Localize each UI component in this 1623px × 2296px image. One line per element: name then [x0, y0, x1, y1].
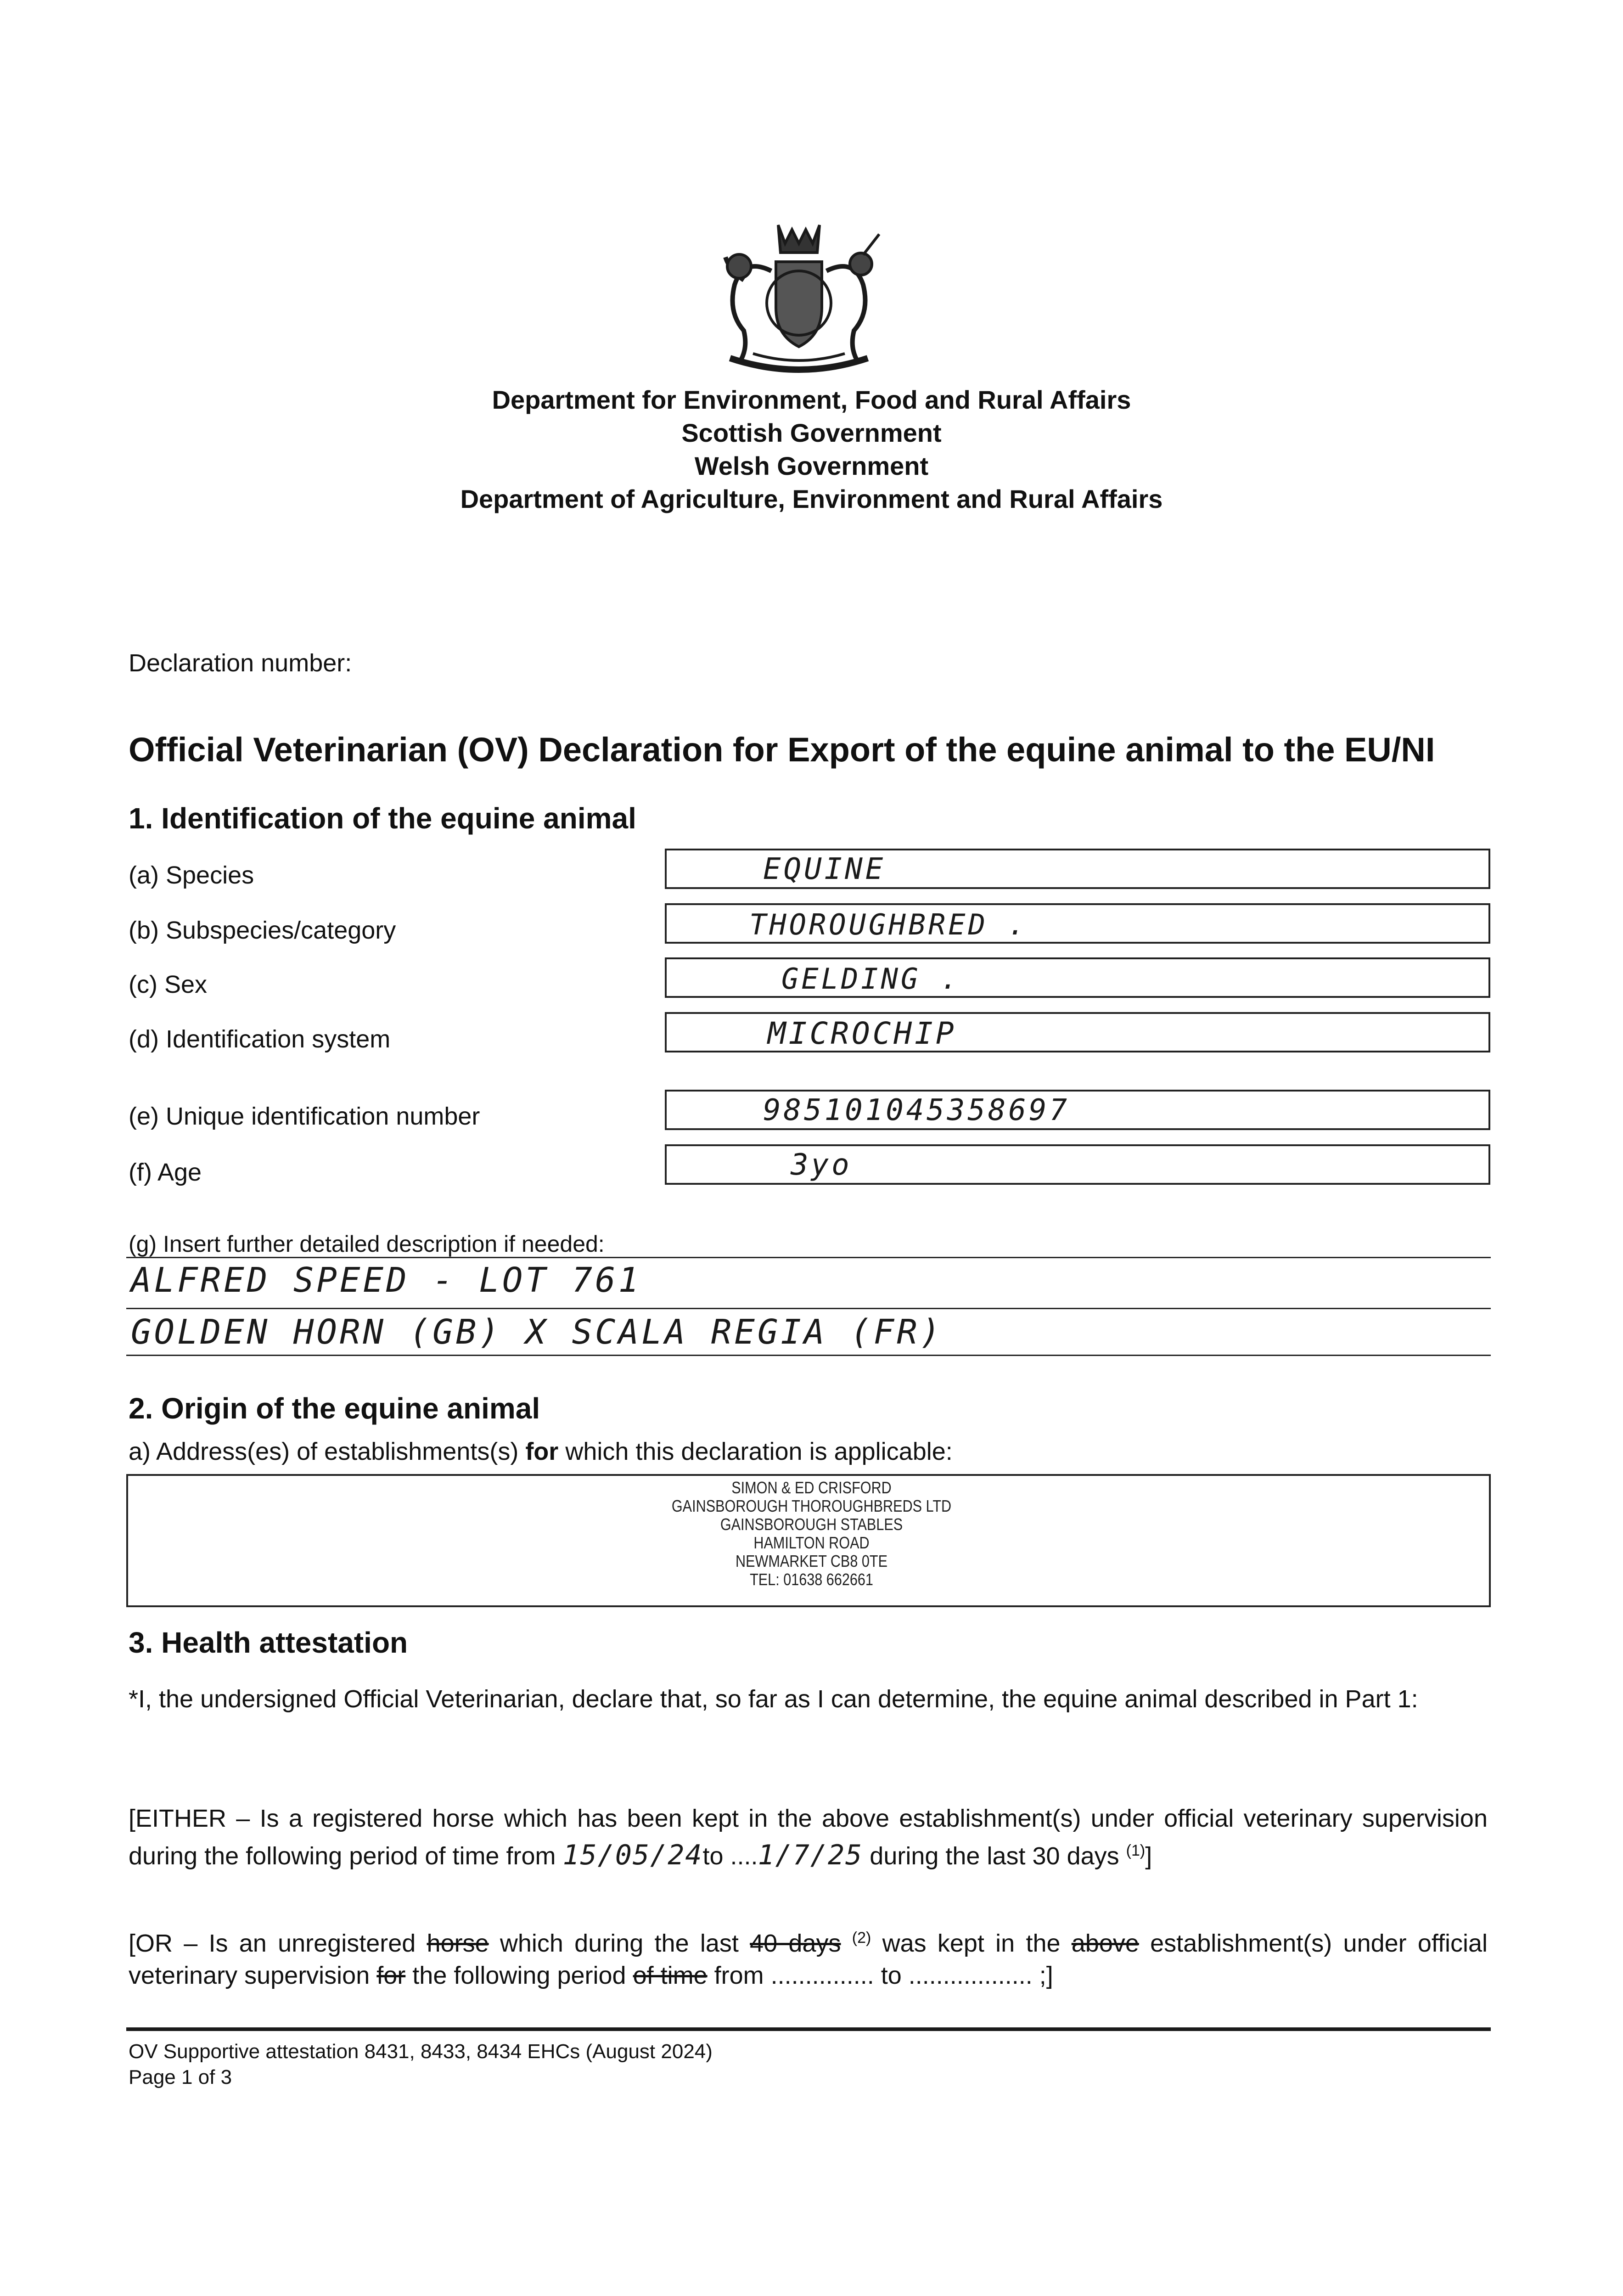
department-scottish-government: Scottish Government: [681, 418, 942, 447]
either-text-2: during the last 30 days: [863, 1842, 1126, 1870]
age-value: 3yo: [791, 1148, 852, 1182]
footer: [129, 2039, 713, 2090]
either-from-date[interactable]: 15/05/24: [562, 1839, 703, 1871]
section-1-heading: 1. Identification of the equine animal: [129, 802, 636, 835]
description-bottom-rule: [126, 1355, 1491, 1356]
either-footnote: (1): [1126, 1842, 1146, 1859]
sex-label: (c) Sex: [129, 971, 208, 998]
further-description-line-2[interactable]: GOLDEN HORN (GB) X SCALA REGIA (FR): [131, 1312, 943, 1352]
footer-attestation-reference: OV Supportive attestation 8431, 8433, 8434 EHCs (August 2024): [129, 2040, 713, 2063]
establishment-address-label: [129, 1437, 953, 1466]
or-struck-40-days: 40 days: [750, 1930, 841, 1957]
page-title: Official Veterinarian (OV) Declaration for Export of the equine animal to the EU/NI: [129, 731, 1435, 769]
unique-id-label: (e) Unique identification number: [129, 1103, 480, 1130]
either-end: ]: [1145, 1842, 1152, 1870]
sex-value: GELDING .: [781, 962, 960, 996]
subspecies-field[interactable]: [665, 903, 1490, 944]
species-label: (a) Species: [129, 861, 254, 889]
address-stamp-line-1: SIMON & ED CRISFORD: [731, 1478, 892, 1497]
either-paragraph: [129, 1802, 1488, 1872]
or-footnote: (2): [852, 1929, 871, 1947]
species-value: EQUINE: [763, 852, 886, 886]
or-text-1: [OR – Is an unregistered: [129, 1930, 427, 1957]
or-paragraph: [129, 1922, 1488, 1992]
either-to-date[interactable]: 1/7/25: [758, 1839, 863, 1871]
or-struck-for: for: [376, 1962, 406, 1989]
establishment-address-label-prefix: a) Address(es) of establishments(s): [129, 1438, 526, 1465]
sex-field[interactable]: [665, 957, 1490, 998]
identification-system-label: (d) Identification system: [129, 1025, 391, 1053]
description-middle-rule: [126, 1308, 1491, 1309]
section-2-heading: 2. Origin of the equine animal: [129, 1392, 540, 1425]
or-struck-above: above: [1071, 1930, 1139, 1957]
department-daera: Department of Agriculture, Environment and Rural Affairs: [460, 484, 1163, 513]
or-text-2: which during the last: [489, 1930, 750, 1957]
subspecies-label: (b) Subspecies/category: [129, 917, 396, 944]
address-stamp-line-6: TEL: 01638 662661: [750, 1570, 873, 1589]
or-text-4: establishment(s) under official veterinary supervision: [129, 1930, 1488, 1989]
either-to-word: to ....: [702, 1842, 758, 1870]
unique-id-value: 985101045358697: [763, 1093, 1070, 1127]
or-text-5: the following period: [405, 1962, 633, 1989]
or-struck-horse: horse: [427, 1930, 489, 1957]
species-field[interactable]: [665, 849, 1490, 889]
department-welsh-government: Welsh Government: [694, 451, 929, 480]
or-text-3: was kept in the: [871, 1930, 1072, 1957]
further-description-label: (g) Insert further detailed description if needed:: [129, 1231, 605, 1257]
establishment-address-label-bold: for: [525, 1438, 559, 1465]
health-attestation-intro: *I, the undersigned Official Veterinarian, declare that, so far as I can determine, the equine animal described in Part 1:: [129, 1685, 1418, 1713]
or-struck-of-time: of time: [633, 1962, 708, 1989]
address-stamp-line-2: GAINSBOROUGH THOROUGHBREDS LTD: [671, 1497, 952, 1515]
identification-system-value: MICROCHIP: [768, 1016, 957, 1051]
either-text-1: [EITHER – Is a registered horse which has been kept in the above establishment(s) under official veterinary supervision during the following period of time from: [129, 1805, 1488, 1870]
address-stamp-line-4: HAMILTON ROAD: [753, 1533, 870, 1552]
declaration-number-label: Declaration number:: [129, 649, 352, 677]
footer-rule: [126, 2027, 1491, 2031]
further-description-line-1[interactable]: ALFRED SPEED - LOT 761: [131, 1261, 642, 1300]
subspecies-value: THOROUGHBRED .: [749, 908, 1028, 941]
age-label: (f) Age: [129, 1159, 202, 1186]
address-stamp-line-3: GAINSBOROUGH STABLES: [720, 1515, 903, 1534]
department-defra: Department for Environment, Food and Rural Affairs: [492, 385, 1131, 414]
establishment-address-label-suffix: which this declaration is applicable:: [558, 1438, 953, 1465]
description-top-rule: [126, 1257, 1491, 1258]
section-3-heading: 3. Health attestation: [129, 1626, 408, 1659]
address-stamp-line-5: NEWMARKET CB8 0TE: [735, 1552, 887, 1570]
or-text-6: from ............... to .................. ;]: [707, 1962, 1053, 1989]
age-field[interactable]: [665, 1144, 1490, 1185]
page-number: Page 1 of 3: [129, 2066, 232, 2088]
royal-coat-of-arms-logo: [702, 216, 895, 381]
identification-system-field[interactable]: [665, 1012, 1490, 1052]
unique-id-field[interactable]: [665, 1090, 1490, 1130]
